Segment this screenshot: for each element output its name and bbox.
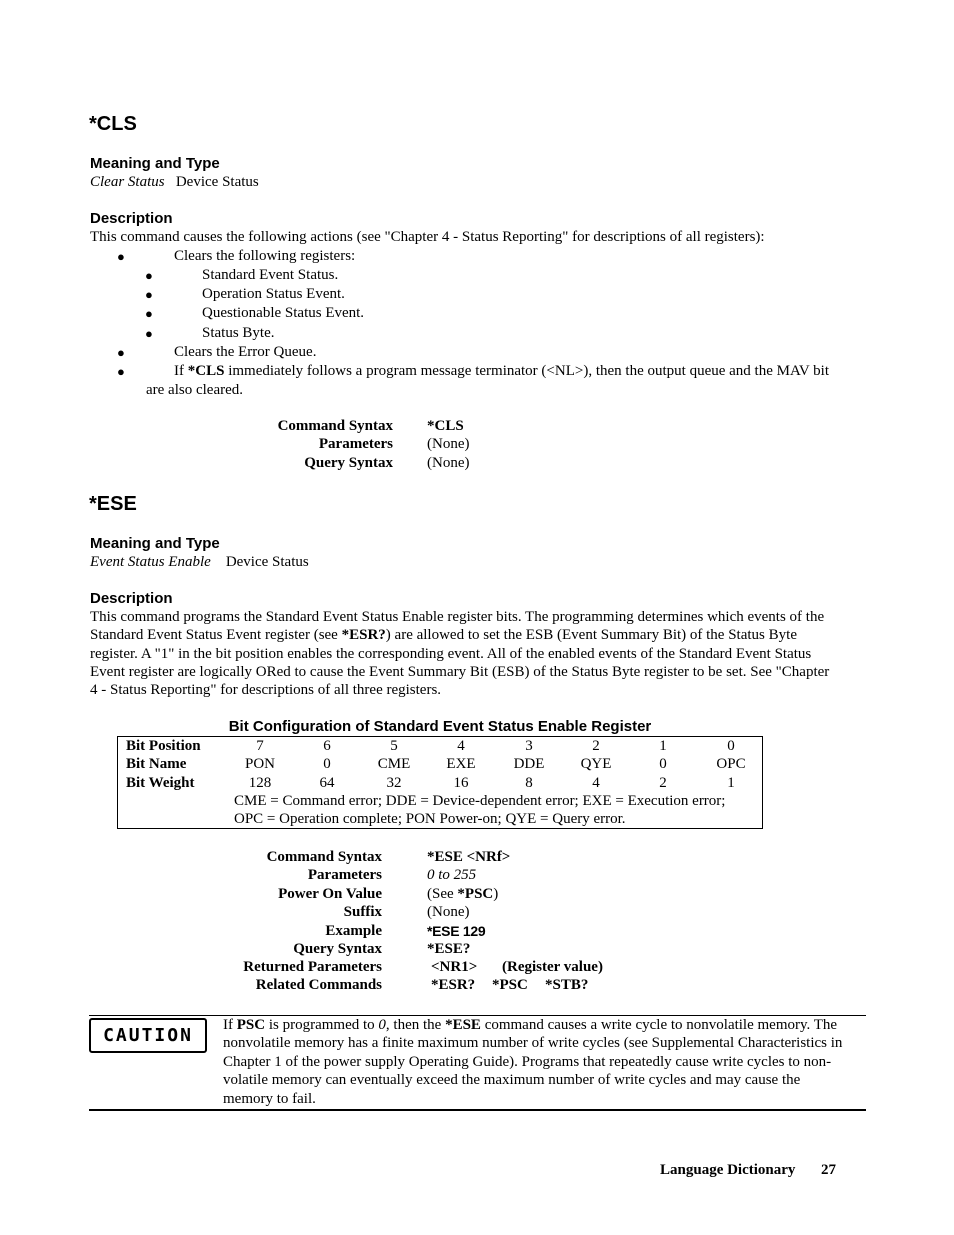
cls-command-syntax-value: *CLS: [427, 418, 464, 434]
text: (See: [427, 886, 458, 902]
caution-line-1: [223, 1016, 837, 1035]
bit-configuration-table: [117, 736, 763, 829]
table-cell: PON: [244, 756, 275, 772]
ese-meaning-name: Event Status Enable: [90, 554, 211, 570]
psc-ref: PSC: [236, 1017, 266, 1033]
ese-suffix-label: Suffix: [343, 904, 382, 920]
ese-desc-line-2: [90, 626, 797, 645]
bit-weight-label: Bit Weight: [126, 775, 195, 791]
table-cell: 2: [592, 738, 600, 754]
cls-bullet-4: Questionable Status Event.: [202, 305, 365, 321]
cls-bullet-6: Clears the Error Queue.: [174, 344, 317, 360]
esr-command-ref: *ESR?: [341, 627, 386, 643]
ese-meaning-heading: Meaning and Type: [90, 535, 220, 552]
ese-description-heading: Description: [90, 590, 173, 607]
related-command-stb: *STB?: [545, 977, 589, 993]
table-cell: 1: [659, 738, 667, 754]
ese-power-on-value: [427, 886, 498, 903]
cls-meaning-name: Clear Status: [90, 174, 165, 190]
table-cell: 32: [386, 775, 402, 791]
ese-returned-value: <NR1>: [431, 959, 478, 975]
caution-line-5: memory to fail.: [223, 1091, 316, 1107]
bullet-icon: ●: [145, 287, 153, 302]
ese-returned-label: Returned Parameters: [243, 959, 382, 975]
ese-meaning-line: [90, 553, 309, 572]
bit-table-legend-1: CME = Command error; DDE = Device-dependent error; EXE = Execution error;: [234, 793, 726, 809]
cls-description-heading: Description: [90, 210, 173, 227]
bullet-icon: ●: [145, 268, 153, 283]
bullet-icon: ●: [117, 364, 125, 379]
cls-bullet-3: Operation Status Event.: [202, 286, 345, 302]
text: is programmed to: [265, 1017, 379, 1033]
zero-value: 0: [378, 1017, 386, 1033]
ese-desc-line-4: Event register are logically ORed to cause the Event Summary Bit (ESB) of the Status Byte register to be set. See "Chapter: [90, 664, 830, 680]
ese-command-syntax-value: *ESE <NRf>: [427, 849, 511, 865]
bullet-icon: ●: [145, 326, 153, 341]
cls-bullet-2: Standard Event Status.: [202, 267, 339, 283]
cls-bullet-5: Status Byte.: [202, 325, 275, 341]
ese-example-label: Example: [325, 923, 382, 939]
page-number: 27: [821, 1162, 836, 1178]
caution-bottom-rule: [89, 1109, 866, 1111]
cls-heading: *CLS: [89, 113, 137, 135]
table-cell: 64: [319, 775, 335, 791]
ese-suffix-value: (None): [427, 904, 470, 920]
psc-command-ref: *PSC: [457, 886, 494, 902]
ese-power-on-label: Power On Value: [278, 886, 382, 902]
text: If: [174, 363, 188, 379]
text: ): [493, 886, 499, 902]
table-cell: 4: [592, 775, 600, 791]
table-cell: 6: [323, 738, 331, 754]
cls-query-syntax-value: (None): [427, 455, 470, 471]
related-command-esr: *ESR?: [431, 977, 476, 993]
cls-meaning-heading: Meaning and Type: [90, 155, 220, 172]
ese-desc-line-5: 4 - Status Reporting" for descriptions of all three registers.: [90, 682, 442, 698]
table-cell: 0: [323, 756, 331, 772]
ese-query-syntax-value: *ESE?: [427, 941, 471, 957]
caution-label: CAUTION: [103, 1025, 193, 1046]
table-cell: 0: [659, 756, 667, 772]
table-row: [118, 738, 764, 756]
caution-line-3: Chapter 1 of the power supply Operating Guide). Programs that repeatedly cause write cycles to non-: [223, 1054, 832, 1070]
ese-returned-desc: (Register value): [502, 959, 603, 975]
text: , then the: [385, 1017, 446, 1033]
cls-parameters-label: Parameters: [318, 436, 393, 452]
cls-description-intro: This command causes the following actions (see "Chapter 4 - Status Reporting" for descriptions of all registers):: [90, 229, 765, 245]
cls-query-syntax-label: Query Syntax: [304, 455, 393, 471]
ese-command-syntax-label: Command Syntax: [266, 849, 382, 865]
bit-table-legend-2: OPC = Operation complete; PON Power-on; QYE = Query error.: [234, 811, 626, 827]
caution-badge: [89, 1018, 207, 1053]
table-cell: 128: [248, 775, 272, 791]
bullet-icon: ●: [117, 249, 125, 264]
table-cell: CME: [377, 756, 411, 772]
text: immediately follows a program message terminator (<NL>), then the output queue and the MAV bit: [224, 363, 830, 379]
bit-position-label: Bit Position: [126, 738, 201, 754]
table-cell: 5: [390, 738, 398, 754]
cls-meaning-line: [90, 173, 259, 192]
ese-desc-line-3: register. A "1" in the bit position enables the corresponding event. All of the enabled events of the Standard Event Status: [90, 646, 812, 662]
ese-example-value: *ESE 129: [427, 923, 486, 939]
bit-table-title: Bit Configuration of Standard Event Status Enable Register: [228, 718, 652, 735]
table-cell: 4: [457, 738, 465, 754]
ese-parameters-value: 0 to 255: [427, 867, 477, 883]
table-cell: OPC: [716, 756, 746, 772]
table-row: [118, 775, 764, 793]
cls-command-syntax-label: Command Syntax: [277, 418, 393, 434]
text: ) are allowed to set the ESB (Event Summary Bit) of the Status Byte: [385, 627, 797, 643]
ese-query-syntax-label: Query Syntax: [293, 941, 382, 957]
table-cell: 3: [525, 738, 533, 754]
bit-name-label: Bit Name: [126, 756, 187, 772]
cls-bullet-1: Clears the following registers:: [174, 248, 356, 264]
cls-command-ref: *CLS: [187, 363, 225, 379]
table-cell: 0: [727, 738, 735, 754]
cls-meaning-type: Device Status: [175, 174, 259, 190]
related-command-psc: *PSC: [492, 977, 528, 993]
table-cell: 2: [659, 775, 667, 791]
ese-heading: *ESE: [89, 493, 137, 515]
footer-section-title: Language Dictionary: [660, 1162, 796, 1178]
cls-parameters-value: (None): [427, 436, 470, 452]
table-cell: EXE: [446, 756, 476, 772]
table-cell: 1: [727, 775, 735, 791]
table-cell: QYE: [580, 756, 612, 772]
table-cell: 16: [453, 775, 469, 791]
text: command causes a write cycle to nonvolatile memory. The: [480, 1017, 838, 1033]
bullet-icon: ●: [117, 345, 125, 360]
ese-meaning-type: Device Status: [225, 554, 309, 570]
text: Standard Event Status Event register (see: [90, 627, 342, 643]
ese-desc-line-1: This command programs the Standard Event Status Enable register bits. The programming determines which events of the: [90, 609, 825, 625]
ese-parameters-label: Parameters: [307, 867, 382, 883]
text: If: [223, 1017, 237, 1033]
caution-line-4: volatile memory can eventually exceed the maximum number of write cycles and may cause the: [223, 1072, 801, 1088]
cls-bullet-7: [174, 362, 829, 381]
cls-bullet-7-cont: are also cleared.: [146, 382, 244, 398]
bullet-icon: ●: [145, 306, 153, 321]
ese-ref: *ESE: [445, 1017, 481, 1033]
table-cell: 8: [525, 775, 533, 791]
table-cell: 7: [256, 738, 264, 754]
table-row: [118, 756, 764, 774]
ese-related-label: Related Commands: [255, 977, 382, 993]
caution-line-2: nonvolatile memory has a finite maximum number of write cycles (see Supplemental Characteristics in: [223, 1035, 843, 1051]
table-cell: DDE: [513, 756, 545, 772]
